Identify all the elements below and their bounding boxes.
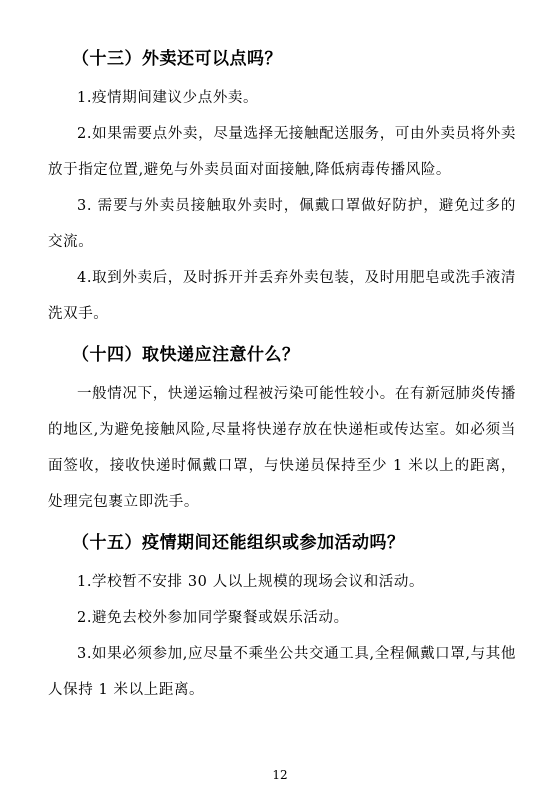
section-13 bbox=[48, 46, 516, 332]
section-15 bbox=[48, 530, 516, 708]
paragraph: 3.如果必须参加,应尽量不乘坐公共交通工具,全程佩戴口罩,与其他人保持 1 米以上距离。 bbox=[48, 646, 516, 698]
page-number: 12 bbox=[272, 768, 288, 782]
paragraph: 1.疫情期间建议少点外卖。 bbox=[77, 90, 259, 106]
paragraph: 4.取到外卖后，及时拆开并丢弃外卖包装，及时用肥皂或洗手液清洗双手。 bbox=[48, 270, 516, 322]
paragraph: 1.学校暂不安排 30 人以上规模的现场会议和活动。 bbox=[77, 574, 425, 590]
paragraph: 2.如果需要点外卖，尽量选择无接触配送服务，可由外卖员将外卖放于指定位置,避免与外卖员面对面接触,降低病毒传播风险。 bbox=[48, 126, 516, 178]
section-heading: （十五）疫情期间还能组织或参加活动吗？ bbox=[72, 533, 405, 553]
paragraph: 3. 需要与外卖员接触取外卖时，佩戴口罩做好防护，避免过多的交流。 bbox=[48, 198, 516, 250]
paragraph: 2.避免去校外参加同学聚餐或娱乐活动。 bbox=[77, 610, 349, 626]
section-heading: （十四）取快递应注意什么？ bbox=[72, 345, 300, 365]
section-14 bbox=[48, 342, 516, 520]
section-heading: （十三）外卖还可以点吗？ bbox=[72, 49, 282, 69]
document-body bbox=[48, 36, 516, 708]
paragraph: 一般情况下，快递运输过程被污染可能性较小。在有新冠肺炎传播的地区,为避免接触风险,尽量将快递存放在快递柜或传达室。如必须当面签收，接收快递时佩戴口罩，与快递员保持至少 1 米以上的距离，处理完包裹立即洗手。 bbox=[48, 386, 516, 510]
